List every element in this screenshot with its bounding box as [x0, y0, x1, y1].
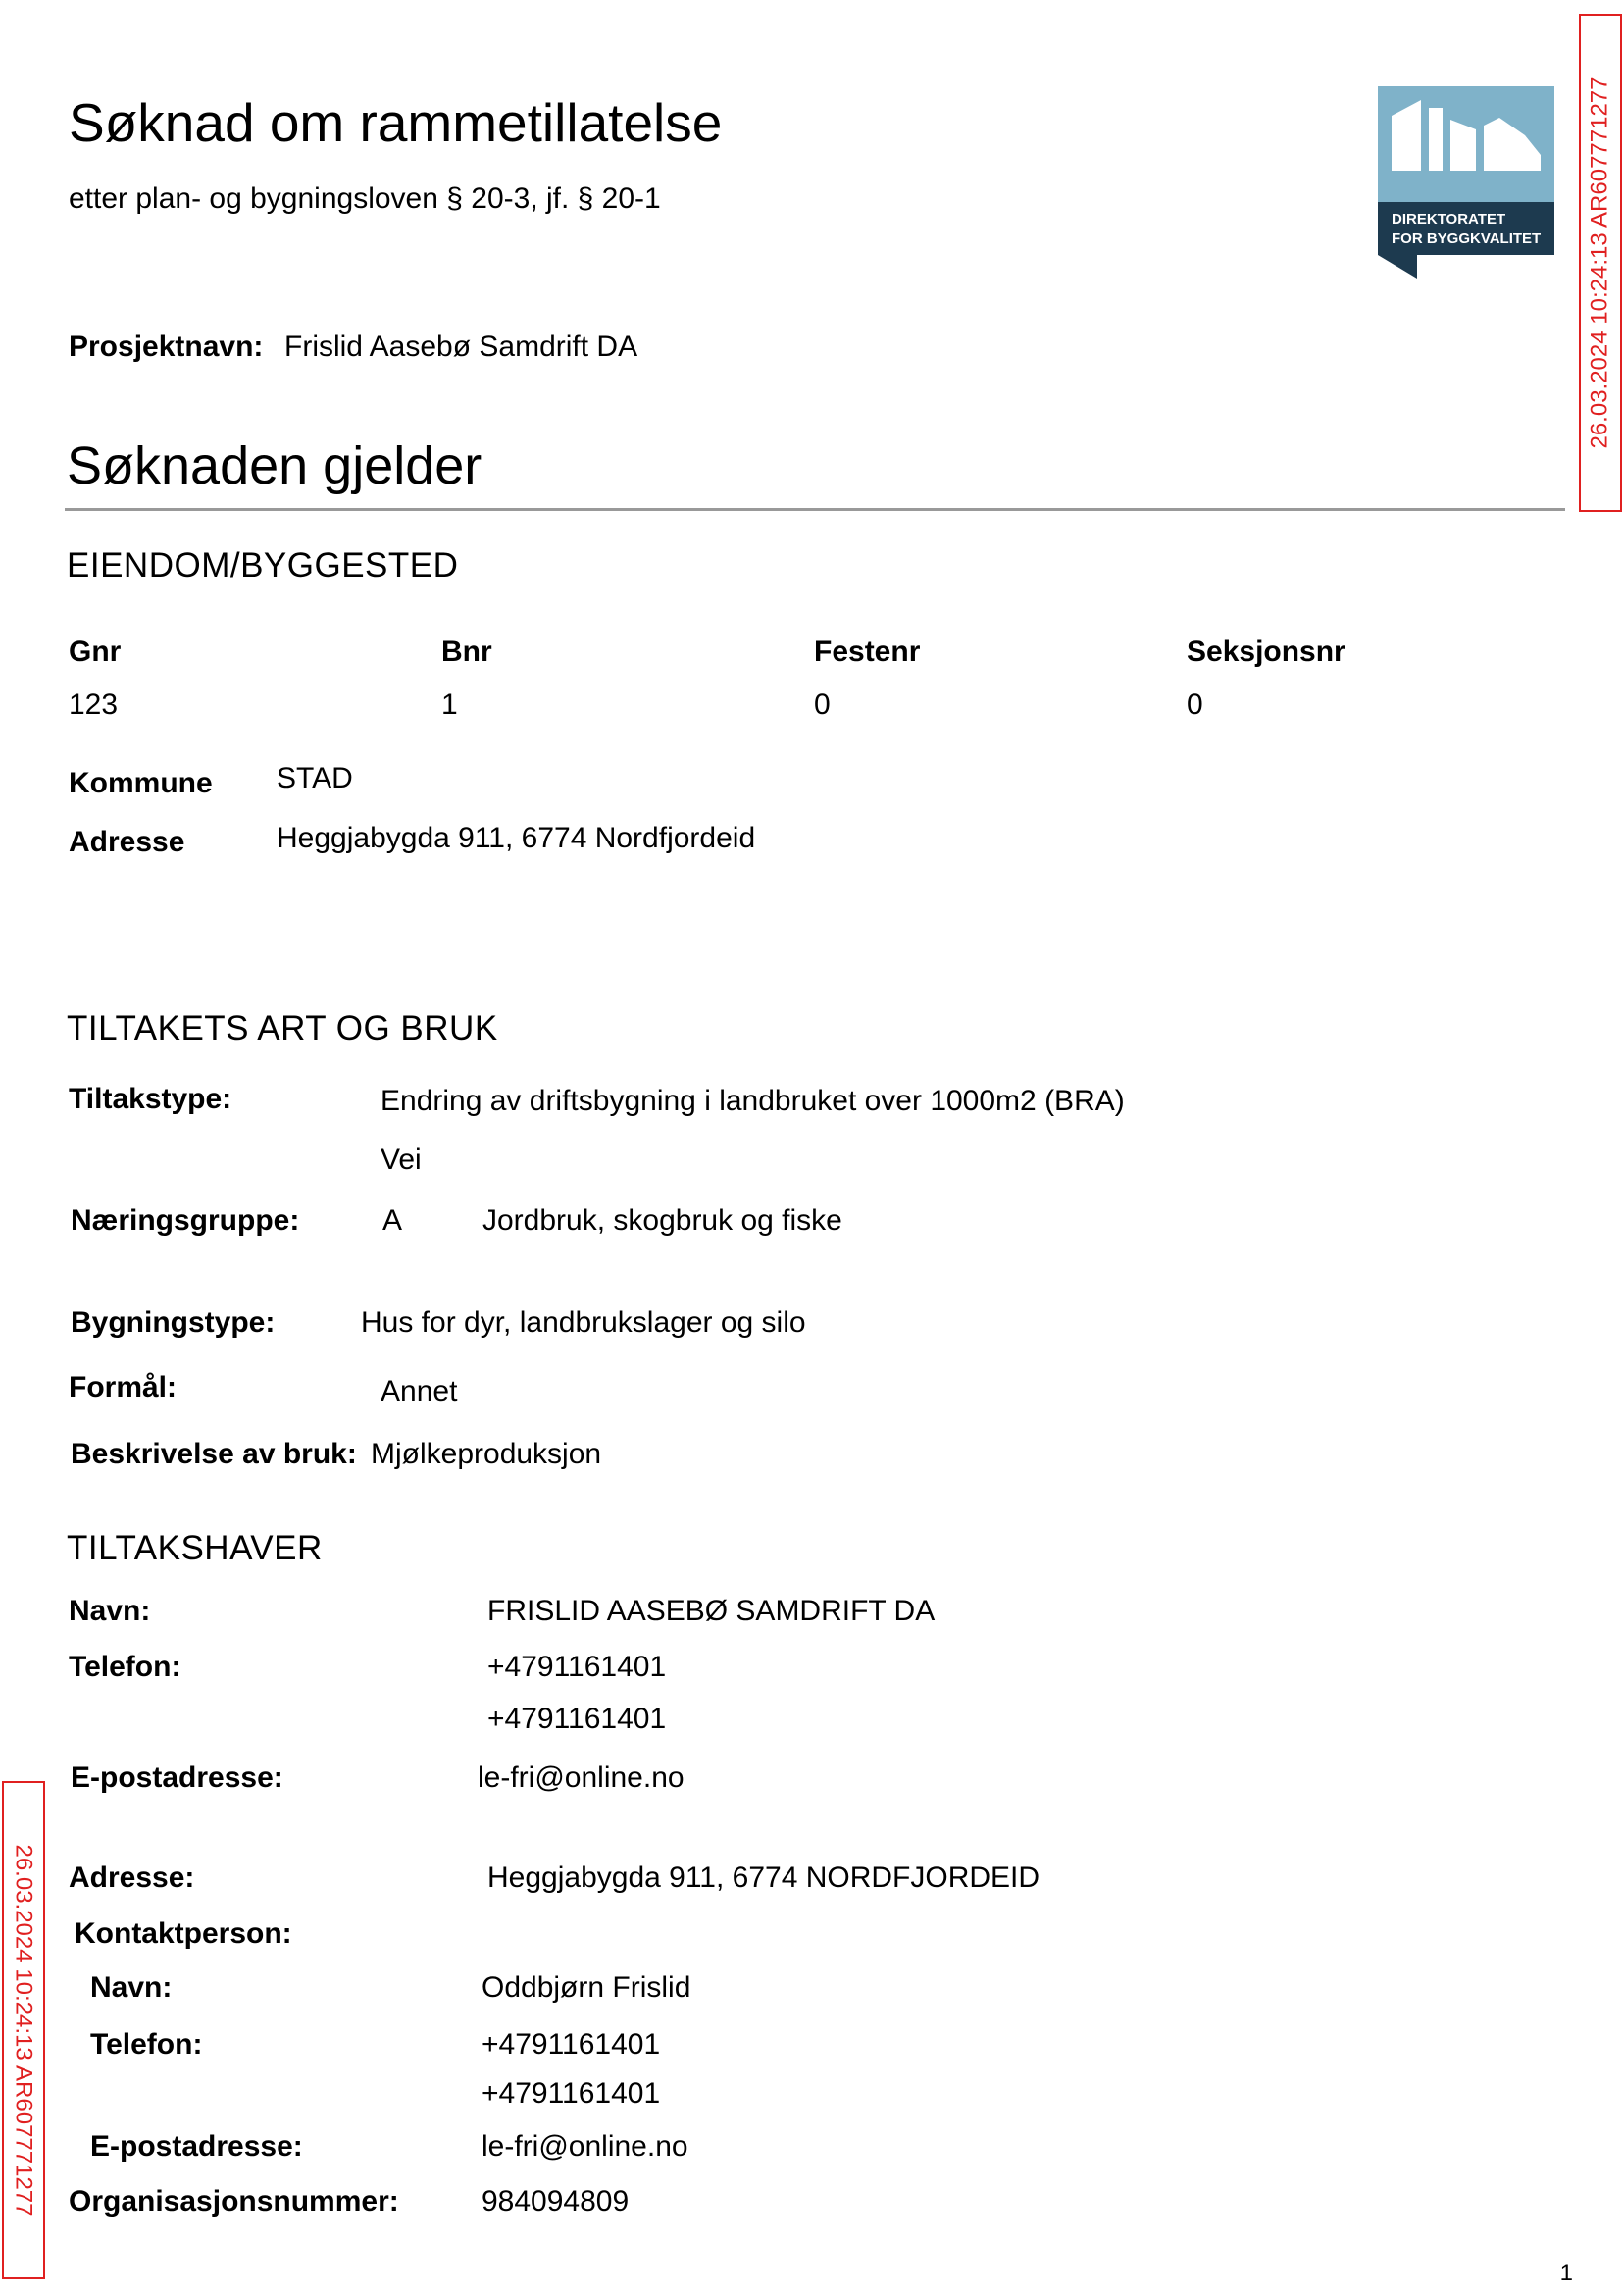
tiltakshaver-telefon-value-1: +4791161401	[487, 1651, 667, 1683]
kontakt-telefon-value-1: +4791161401	[482, 2028, 661, 2061]
kontakt-navn-value: Oddbjørn Frislid	[482, 1971, 691, 2004]
gnr-value: 123	[69, 688, 119, 721]
bygningstype-value: Hus for dyr, landbrukslager og silo	[361, 1306, 806, 1339]
kommune-value: STAD	[277, 762, 353, 794]
tiltakshaver-epost-value: le-fri@online.no	[478, 1761, 685, 1794]
tiltakstype-label: Tiltakstype:	[69, 1083, 232, 1115]
page-number: 1	[1559, 2260, 1573, 2286]
section-divider	[65, 508, 1565, 511]
property-heading: EIENDOM/BYGGESTED	[67, 546, 459, 585]
received-stamp-top	[1579, 14, 1622, 512]
tiltakstype-value-2: Vei	[381, 1144, 422, 1176]
kommune-label: Kommune	[69, 767, 213, 799]
logo-text-line1: DIREKTORATET	[1392, 211, 1506, 228]
naeringsgruppe-code: A	[382, 1204, 403, 1237]
tiltakshaver-telefon-label: Telefon:	[69, 1651, 181, 1683]
bnr-label: Bnr	[441, 636, 492, 668]
tiltak-heading: TILTAKETS ART OG BRUK	[67, 1009, 498, 1047]
seksjonsnr-label: Seksjonsnr	[1187, 636, 1345, 668]
festenr-label: Festenr	[814, 636, 921, 668]
naeringsgruppe-value: Jordbruk, skogbruk og fiske	[482, 1204, 842, 1237]
logo-text-line2: FOR BYGGKVALITET	[1392, 230, 1542, 247]
tiltakshaver-adresse-label: Adresse:	[69, 1861, 195, 1894]
dibk-logo	[1378, 86, 1554, 279]
project-name-value: Frislid Aasebø Samdrift DA	[284, 331, 638, 363]
page-title: Søknad om rammetillatelse	[69, 92, 723, 153]
adresse-value: Heggjabygda 911, 6774 Nordfjordeid	[277, 822, 756, 854]
bnr-value: 1	[441, 688, 458, 721]
org-label: Organisasjonsnummer:	[69, 2185, 399, 2218]
kontaktperson-label: Kontaktperson:	[75, 1917, 292, 1950]
tiltakshaver-navn-value: FRISLID AASEBØ SAMDRIFT DA	[487, 1595, 936, 1627]
naeringsgruppe-label: Næringsgruppe:	[71, 1204, 300, 1237]
kontakt-telefon-label: Telefon:	[90, 2028, 203, 2061]
stamp-text: 26.03.2024 10:24:13 AR607771277	[1587, 76, 1613, 449]
kontakt-navn-label: Navn:	[90, 1971, 173, 2004]
tiltakshaver-epost-label: E-postadresse:	[71, 1761, 283, 1794]
stamp-text: 26.03.2024 10:24:13 AR607771277	[11, 1844, 37, 2217]
kontakt-telefon-value-2: +4791161401	[482, 2077, 661, 2110]
tiltakshaver-telefon-value-2: +4791161401	[487, 1703, 667, 1735]
bygningstype-label: Bygningstype:	[71, 1306, 276, 1339]
formaal-label: Formål:	[69, 1371, 178, 1403]
received-stamp-bottom	[2, 1781, 45, 2279]
formaal-value: Annet	[381, 1375, 458, 1407]
section-title: Søknaden gjelder	[67, 436, 482, 495]
gnr-label: Gnr	[69, 636, 122, 668]
kontakt-epost-label: E-postadresse:	[90, 2130, 303, 2163]
org-value: 984094809	[482, 2185, 630, 2218]
seksjonsnr-value: 0	[1187, 688, 1203, 721]
tiltakshaver-navn-label: Navn:	[69, 1595, 151, 1627]
festenr-value: 0	[814, 688, 831, 721]
project-name-label: Prosjektnavn:	[69, 331, 264, 363]
adresse-label: Adresse	[69, 826, 185, 858]
kontakt-epost-value: le-fri@online.no	[482, 2130, 688, 2163]
bruk-label: Beskrivelse av bruk:	[71, 1438, 357, 1470]
tiltakshaver-adresse-value: Heggjabygda 911, 6774 NORDFJORDEID	[487, 1861, 1040, 1894]
tiltakstype-value-1: Endring av driftsbygning i landbruket over 1000m2 (BRA)	[381, 1085, 1125, 1117]
page-subtitle: etter plan- og bygningsloven § 20-3, jf. § 20-1	[69, 182, 661, 215]
tiltakshaver-heading: TILTAKSHAVER	[67, 1529, 323, 1567]
bruk-value: Mjølkeproduksjon	[371, 1438, 602, 1470]
